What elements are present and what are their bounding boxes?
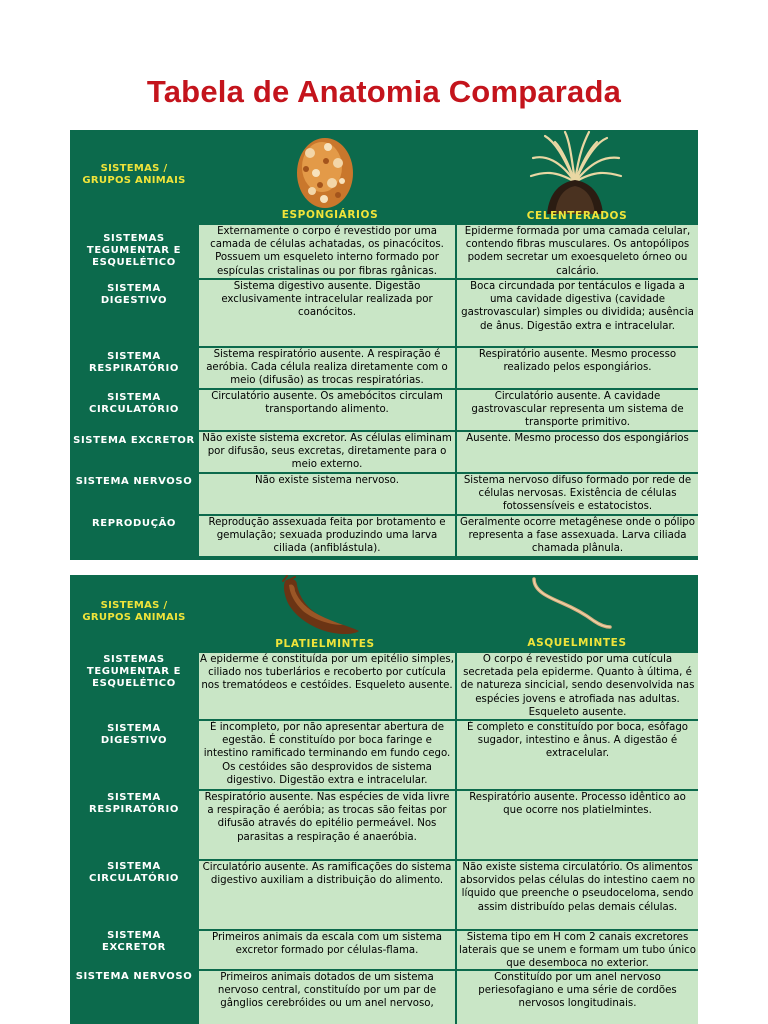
cell-platielmintes-excretor: Primeiros animais da escala com um sistema excretor formado por células-flama.: [199, 931, 455, 969]
cell-celenterados-reproducao: Geralmente ocorre metagênese onde o pólipo representa a fase assexuada. Larva ciliada chamada plânula.: [457, 516, 698, 556]
cell-platielmintes-circulatorio: Circulatório ausente. As ramificações do sistema digestivo auxiliam a distribuição do alimento.: [199, 861, 455, 929]
cell-espongiarios-tegumentar: Externamente o corpo é revestido por uma camada de células achatadas, os pinacócitos. Possuem um esqueleto interno formado por espículas cristalinas ou por fibras rgânicas.: [199, 225, 455, 278]
cell-celenterados-nervoso: Sistema nervoso difuso formado por rede de células nervosas. Existência de células fotossensíveis e estatocistos.: [457, 474, 698, 514]
row-label-excretor: [70, 930, 198, 954]
cnidarian-illustration: [525, 130, 625, 214]
cell-espongiarios-reproducao: Reprodução assexuada feita por brotamento e gemulação; sexuada produzindo uma larva ciliada (anfiblástula).: [199, 516, 455, 556]
cell-celenterados-excretor: Ausente. Mesmo processo dos espongiários: [457, 432, 698, 472]
row-label-text: SISTEMA DIGESTIVO: [100, 283, 168, 306]
row-label-digestivo: [70, 283, 198, 307]
cell-asquelmintes-excretor: Sistema tipo em H com 2 canais excretores laterais que se unem e formam um tubo único que desemboca no exterior.: [457, 931, 698, 969]
row-label-circulatorio: [70, 861, 198, 885]
group-name-espongiarios: ESPONGIÁRIOS: [281, 209, 379, 221]
row-label-nervoso: [70, 476, 198, 488]
header-label-text: SISTEMAS / GRUPOS ANIMAIS: [82, 600, 186, 623]
row-label-text: SISTEMA RESPIRATÓRIO: [89, 351, 179, 374]
cell-celenterados-respiratorio: Respiratório ausente. Mesmo processo realizado pelos espongiários.: [457, 348, 698, 388]
row-label-text: SISTEMA NERVOSO: [75, 971, 193, 982]
row-label-circulatorio: [70, 392, 198, 416]
cell-espongiarios-respiratorio: Sistema respiratório ausente. A respiração é aeróbia. Cada célula realiza diretamente com o meio (difusão) as trocas respiratórias.: [199, 348, 455, 388]
cell-asquelmintes-respiratorio: Respiratório ausente. Processo idêntico ao que ocorre nos platielmintes.: [457, 791, 698, 859]
row-label-text: SISTEMA RESPIRATÓRIO: [89, 792, 179, 815]
row-label-text: SISTEMA EXCRETOR: [73, 435, 195, 446]
group-name-platielmintes: PLATIELMINTES: [275, 638, 375, 650]
cell-asquelmintes-circulatorio: Não existe sistema circulatório. Os alimentos absorvidos pelas células do intestino caem no líquido que preenche o pseudoceloma, sendo assim distribuído pelas demais células.: [457, 861, 698, 929]
row-label-text: SISTEMA DIGESTIVO: [100, 723, 168, 746]
roundworm-illustration: [528, 575, 614, 633]
cell-celenterados-circulatorio: Circulatório ausente. A cavidade gastrovascular representa um sistema de transporte primitivo.: [457, 390, 698, 430]
header-label: [70, 163, 198, 187]
flatworm-illustration: [275, 575, 365, 637]
group-name-celenterados: CELENTERADOS: [526, 210, 628, 222]
row-label-text: SISTEMA CIRCULATÓRIO: [89, 392, 179, 415]
comparison-table-2: [70, 575, 698, 1024]
row-label-text: SISTEMA CIRCULATÓRIO: [89, 861, 179, 884]
group-name-asquelmintes: ASQUELMINTES: [527, 637, 627, 649]
row-label-text: SISTEMA NERVOSO: [75, 476, 193, 487]
cell-asquelmintes-nervoso: Constituído por um anel nervoso periesofagiano e uma série de cordões nervosos longitudinais.: [457, 971, 698, 1024]
cell-espongiarios-excretor: Não existe sistema excretor. As células eliminam por difusão, seus excretas, diretamente para o meio externo.: [199, 432, 455, 472]
row-label-text: SISTEMAS TEGUMENTAR E ESQUELÉTICO: [86, 233, 182, 268]
row-label-tegumentar: [70, 233, 198, 269]
comparison-table-1: [70, 130, 698, 560]
row-label-respiratorio: [70, 351, 198, 375]
page-title: Tabela de Anatomia Comparada: [146, 74, 622, 109]
sponge-illustration: [292, 133, 358, 211]
cell-platielmintes-tegumentar: A epiderme é constituída por um epitélio simples, ciliado nos tuberlários e recoberto por cutícula nos trematódeos e cestóides. Esqueleto ausente.: [199, 653, 455, 719]
row-label-reproducao: [70, 518, 198, 530]
cell-asquelmintes-digestivo: É completo e constituído por boca, esôfago sugador, intestino e ânus. A digestão é extracelular.: [457, 721, 698, 789]
row-label-text: REPRODUÇÃO: [91, 518, 177, 529]
cell-platielmintes-respiratorio: Respiratório ausente. Nas espécies de vida livre a respiração é aeróbia; as trocas são feitas por difusão através do epitélio permeável. Nos parasitas a respiração é anaeróbia.: [199, 791, 455, 859]
cell-espongiarios-digestivo: Sistema digestivo ausente. Digestão exclusivamente intracelular realizada por coanócitos.: [199, 280, 455, 346]
row-label-tegumentar: [70, 654, 198, 690]
cell-platielmintes-nervoso: Primeiros animais dotados de um sistema nervoso central, constituído por um par de gânglios cerebróides ou um anel nervoso,: [199, 971, 455, 1024]
header-label: [70, 600, 198, 624]
cell-celenterados-tegumentar: Epiderme formada por uma camada celular, contendo fibras musculares. Os antopólipos podem secretar um exoesqueleto órneo ou calcário.: [457, 225, 698, 278]
header-label-text: SISTEMAS / GRUPOS ANIMAIS: [82, 163, 186, 186]
cell-celenterados-digestivo: Boca circundada por tentáculos e ligada a uma cavidade digestiva (cavidade gastrovascular) simples ou dividida; ausência de ânus. Digestão extra e intracelular.: [457, 280, 698, 346]
cell-espongiarios-circulatorio: Circulatório ausente. Os amebócitos circulam transportando alimento.: [199, 390, 455, 430]
cell-espongiarios-nervoso: Não existe sistema nervoso.: [199, 474, 455, 514]
row-label-nervoso: [70, 971, 198, 983]
row-label-respiratorio: [70, 792, 198, 816]
row-label-text: SISTEMAS TEGUMENTAR E ESQUELÉTICO: [86, 654, 182, 689]
cell-platielmintes-digestivo: É incompleto, por não apresentar abertura de egestão. É constituído por boca faringe e intestino ramificado terminando em fundo cego. Os cestóides são desprovidos de sistema digestivo. Digestão extra e intracelular.: [199, 721, 455, 789]
row-label-digestivo: [70, 723, 198, 747]
cell-asquelmintes-tegumentar: O corpo é revestido por uma cutícula secretada pela epiderme. Quanto à última, é de natureza sincicial, sendo desenvolvida nas espécies jovens e atrofiada nas adultas. Esqueleto ausente.: [457, 653, 698, 719]
row-label-excretor: [70, 435, 198, 447]
row-label-text: SISTEMA EXCRETOR: [102, 930, 166, 953]
